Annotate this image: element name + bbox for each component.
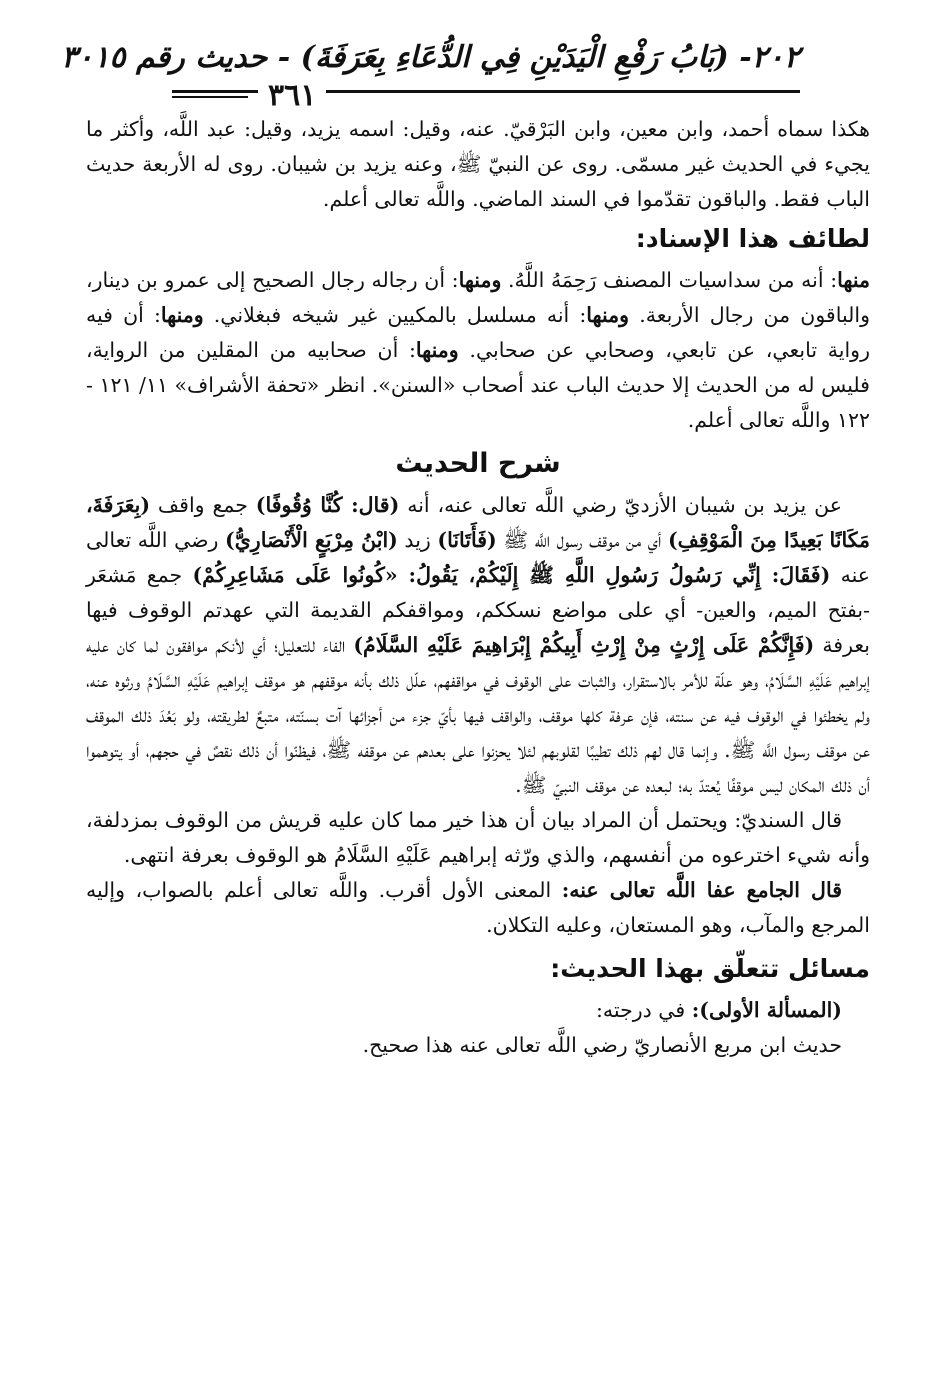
hadith-quote: (فَقَالَ: إِنِّي رَسُولُ رَسُولِ اللَّهِ ﷺ إِلَيْكُمْ، يَقُولُ: «كُونُوا عَلَى مَشَاعِرِكُمْ) <box>192 563 831 587</box>
jami-paragraph <box>86 873 870 943</box>
lataif-text: : أن فيه رواية تابعي، عن تابعي، وصحابي عن صحابي. <box>86 303 870 362</box>
sharh-segment: أي من موقف رسول اللَّه ﷺ <box>496 528 668 552</box>
lataif-text: : أنه مسلسل بالمكيين غير شيخه فبغلاني. <box>203 303 587 327</box>
hadith-quote: (فَأَتَانَا) <box>437 528 497 552</box>
hadith-quote: (ابْنُ مِرْبَعٍ الْأَنْصَارِيُّ) <box>225 528 398 552</box>
lataif-text: : أن صحابيه من المقلين من الرواية، فليس له من الحديث إلا حديث الباب عند أصحاب «السنن». انظر «تحفة الأشراف» ١١/ ١٢١ - ١٢٢ واللَّه تعالى أعلم. <box>86 338 870 432</box>
masala-label: (المسألة الأولى): <box>691 998 842 1022</box>
lataif-label: ومنها <box>160 303 204 327</box>
lataif-heading: لطائف هذا الإسناد: <box>635 224 870 253</box>
lataif-label: منها <box>837 268 870 292</box>
masala-body: حديث ابن مربع الأنصاريّ رضي اللَّه تعالى عنه هذا صحيح. <box>362 1033 842 1057</box>
hadith-quote: (فَإِنَّكُمْ عَلَى إِرْثٍ مِنْ إِرْثِ أَبِيكُمْ إِبْرَاهِيمَ عَلَيْهِ السَّلَامُ) <box>353 633 815 657</box>
lataif-label: ومنها <box>415 338 459 362</box>
page-header <box>61 0 870 113</box>
masala-subtitle: في درجته: <box>595 998 692 1022</box>
page-number: ٣٦١ <box>258 78 326 113</box>
masail-heading: مسائل تتعلّق بهذا الحديث: <box>550 954 870 983</box>
running-title: ٢٠٢- (بَابُ رَفْعِ الْيَدَيْنِ فِي الدُّعَاءِ بِعَرَفَةَ) - حديث رقم ٣٠١٥ <box>61 40 800 75</box>
sindi-paragraph: قال السنديّ: ويحتمل أن المراد بيان أن هذا خير مما كان عليه قريش من الوقوف بمزدلفة، وأنه شيء اخترعوه من أنفسهم، والذي ورّثه إبراهيم عَلَيْهِ السَّلَامُ هو الوقوف بعرفة انتهى. <box>86 808 870 867</box>
hadith-quote: (بِعَرَفَةَ، مَكَانًا بَعِيدًا مِنَ الْمَوْقِفِ) <box>86 493 870 552</box>
sharh-segment: زيد <box>397 528 438 552</box>
lataif-paragraph <box>86 263 870 438</box>
main-text <box>86 112 870 1063</box>
jami-label: قال الجامع عفا اللَّه تعالى عنه: <box>561 878 842 902</box>
masala-title <box>86 993 870 1028</box>
sharh-segment: عن يزيد بن شيبان الأزديّ رضي اللَّه تعالى عنه، أنه <box>399 493 843 517</box>
header-rule-short <box>172 96 248 98</box>
spacer <box>86 943 870 947</box>
sharh-paragraph <box>86 488 870 803</box>
hadith-quote: (قال: كُنَّا وُقُوفًا) <box>255 493 400 517</box>
intro-paragraph: هكذا سماه أحمد، وابن معين، وابن البَرْقيّ. عنه، وقيل: اسمه يزيد، وقيل: عبد اللَّه، وأكثر ما يجيء في الحديث غير مسمّى. روى عن النبيّ ﷺ، وعنه يزيد بن شيبان. روى له الأربعة حديث الباب فقط. والباقون تقدّموا في السند الماضي. واللَّه تعالى أعلم. <box>86 117 870 211</box>
jami-text: المعنى الأول أقرب. واللَّه تعالى أعلم بالصواب، وإليه المرجع والمآب، وهو المستعان، وعليه التكلان. <box>86 878 870 937</box>
lataif-text: : أن رجاله رجال الصحيح إلى عمرو بن دينار، والباقون من رجال الأربعة. <box>86 268 870 327</box>
sharh-heading: شرح الحديث <box>395 448 561 479</box>
lataif-label: ومنها <box>458 268 502 292</box>
lataif-label: ومنها <box>586 303 630 327</box>
lataif-text: : أنه من سداسيات المصنف رَحِمَهُ اللَّهُ. <box>501 268 838 292</box>
sharh-segment: جمع واقف <box>150 493 256 517</box>
sharh-segment: رضي اللَّه تعالى عنه <box>86 528 870 587</box>
sharh-segment: جمع مَشعَر -بفتح الميم، والعين- أي على مواضع نسككم، ومواقفكم القديمة التي عهدتم الوقوف فيها بعرفة <box>86 563 871 657</box>
sharh-segment: الفاء للتعليل؛ أي لأنكم موافقون لما كان عليه إبراهيم عَلَيْهِ السَّلَامُ، وهو علّة للأمر بالاستقرار، والثبات على الوقوف في مواقفهم، علّل ذلك بأنه موقفهم هو موقف إبراهيم عَلَيْهِ السَّلَامُ ورثوه عنه، ولم يخطئوا في الوقوف فيه عن سنته، فإن عرفة كلها موقف، والواقف فيها بأيّ جزء من أجزائها آت بسنّته، متبعٌ لطريقته، ولو بَعُدَ ذلك الموقف عن موقف رسول اللَّه ﷺ. وإنما قال لهم ذلك تطيبًا لقلوبهم لئلا يحزنوا على بعدهم عن موقفه ﷺ، فيظنّوا أن ذلك نقصٌ في حجهم، أو يتوهموا أن ذلك المكان ليس موقفًا يُعتدّ به؛ لبعده عن موقف النبيّ ﷺ. <box>86 633 870 797</box>
